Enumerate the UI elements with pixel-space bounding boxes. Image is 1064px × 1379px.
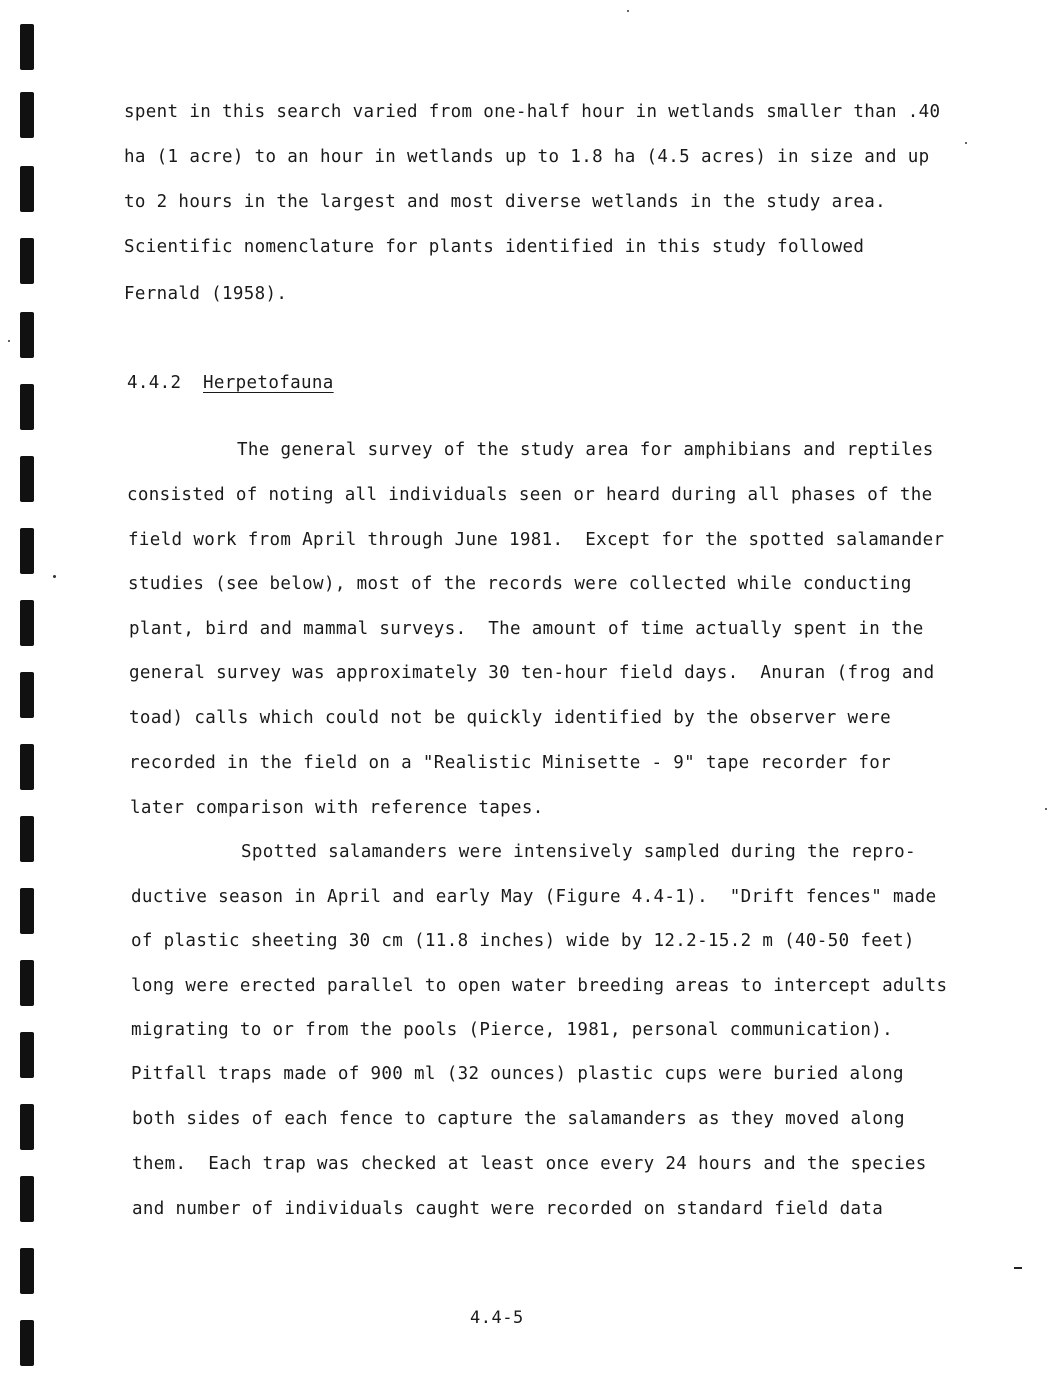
text-line: general survey was approximately 30 ten-hour field days. Anuran (frog and xyxy=(129,663,935,683)
binding-mark xyxy=(20,1032,34,1078)
text-line: migrating to or from the pools (Pierce, 1981, personal communication). xyxy=(131,1020,894,1040)
text-line: them. Each trap was checked at least once every 24 hours and the species xyxy=(132,1154,927,1174)
binding-mark xyxy=(20,1176,34,1222)
binding-mark xyxy=(20,1248,34,1294)
scan-speck xyxy=(627,10,629,12)
scan-speck xyxy=(1045,808,1047,810)
text-line: to 2 hours in the largest and most diverse wetlands in the study area. xyxy=(124,192,887,212)
text-line: of plastic sheeting 30 cm (11.8 inches) wide by 12.2-15.2 m (40-50 feet) xyxy=(131,931,915,951)
text-line: and number of individuals caught were recorded on standard field data xyxy=(132,1199,884,1219)
text-line: Spotted salamanders were intensively sampled during the repro- xyxy=(241,842,916,862)
binding-mark xyxy=(20,672,34,718)
page-number: 4.4-5 xyxy=(470,1308,524,1328)
binding-mark xyxy=(20,24,34,70)
binding-mark xyxy=(20,456,34,502)
binding-mark xyxy=(20,960,34,1006)
binding-mark xyxy=(20,312,34,358)
text-line: Fernald (1958). xyxy=(124,284,288,304)
binding-mark xyxy=(20,92,34,138)
scan-speck xyxy=(8,340,10,342)
text-line: Scientific nomenclature for plants identified in this study followed xyxy=(124,237,865,257)
text-line: toad) calls which could not be quickly identified by the observer were xyxy=(129,708,892,728)
section-number: 4.4.2 xyxy=(127,373,182,393)
binding-mark xyxy=(20,816,34,862)
text-line: The general survey of the study area for amphibians and reptiles xyxy=(237,440,934,460)
binding-mark xyxy=(20,528,34,574)
text-line: later comparison with reference tapes. xyxy=(130,798,544,818)
binding-mark xyxy=(20,888,34,934)
text-line: ha (1 acre) to an hour in wetlands up to 1.8 ha (4.5 acres) in size and up xyxy=(124,147,930,167)
text-line: spent in this search varied from one-half hour in wetlands smaller than .40 xyxy=(124,102,941,122)
text-line: recorded in the field on a "Realistic Minisette - 9" tape recorder for xyxy=(129,753,892,773)
text-line: long were erected parallel to open water breeding areas to intercept adults xyxy=(131,976,948,996)
section-title: Herpetofauna xyxy=(203,373,334,393)
binding-mark xyxy=(20,166,34,212)
text-line: both sides of each fence to capture the salamanders as they moved along xyxy=(132,1109,905,1129)
binding-mark xyxy=(20,384,34,430)
binding-mark xyxy=(20,600,34,646)
scan-speck xyxy=(53,575,56,578)
binding-mark xyxy=(20,1104,34,1150)
text-line: Pitfall traps made of 900 ml (32 ounces) plastic cups were buried along xyxy=(131,1064,904,1084)
binding-marks xyxy=(20,0,40,1379)
text-line: ductive season in April and early May (Figure 4.4-1). "Drift fences" made xyxy=(131,887,937,907)
text-line: consisted of noting all individuals seen or heard during all phases of the xyxy=(127,485,933,505)
scan-mark xyxy=(1014,1267,1022,1269)
text-line: plant, bird and mammal surveys. The amount of time actually spent in the xyxy=(129,619,924,639)
text-line: studies (see below), most of the records were collected while conducting xyxy=(128,574,912,594)
binding-mark xyxy=(20,238,34,284)
binding-mark xyxy=(20,744,34,790)
text-line: field work from April through June 1981. Except for the spotted salamander xyxy=(128,530,945,550)
scan-speck xyxy=(965,142,967,144)
binding-mark xyxy=(20,1320,34,1366)
